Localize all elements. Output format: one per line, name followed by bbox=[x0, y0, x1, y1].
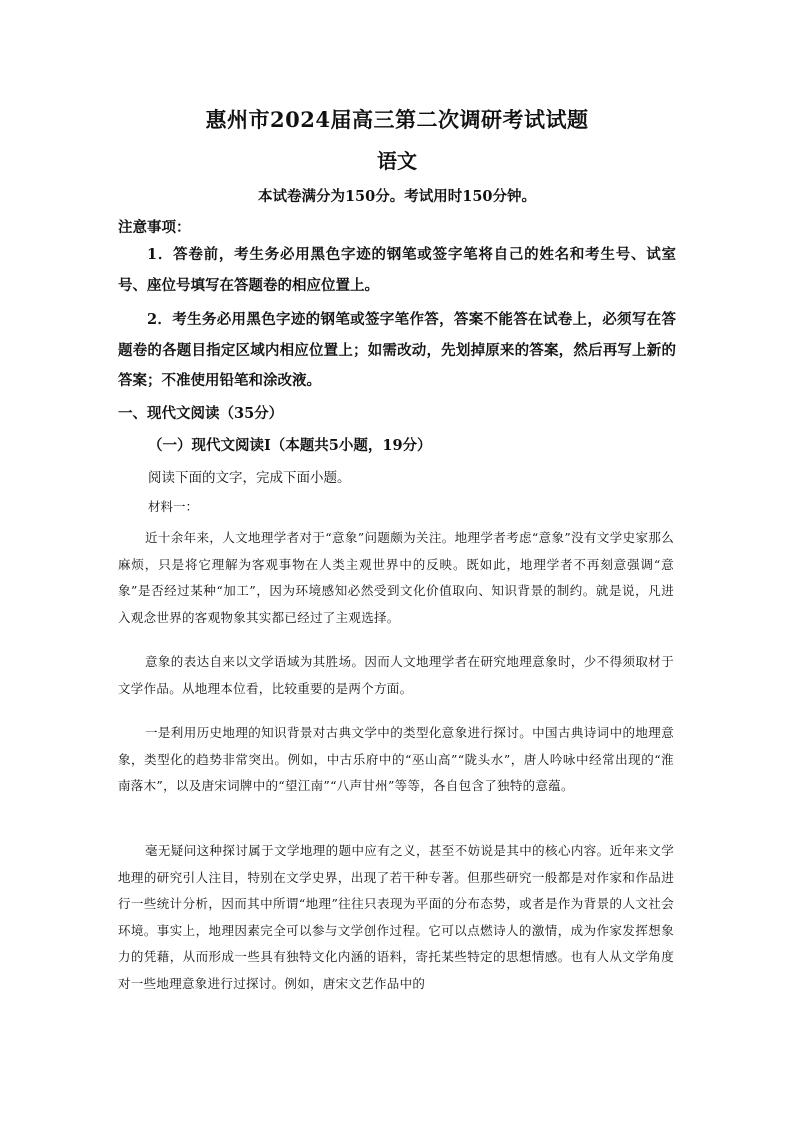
notice-heading: 注意事项： bbox=[118, 219, 191, 236]
score-info: 本试卷满分为150分。考试用时150分钟。 bbox=[257, 188, 537, 205]
paragraph-1: 近十余年来，人文地理学者对于“意象”问题颇为关注。地理学者考虑“意象”没有文学史家那么麻烦，只是将它理解为客观事物在人类主观世界中的反映。既如此，地理学者不再刻意强调“意象”是否经过某种“加工”，因为环境感知必然受到文化价值取向、知识背景的制约。就是说，凡进入观念世界的客观物象其实都已经过了主观选择。 bbox=[118, 530, 674, 625]
section-title: 一、现代文阅读（35分） bbox=[118, 405, 284, 422]
subsection-title: （一）现代文阅读I（本题共5小题，19分） bbox=[148, 437, 432, 454]
paragraph-3: 一是利用历史地理的知识背景对古典文学中的类型化意象进行探讨。中国古典诗词中的地理意象，类型化的趋势非常突出。例如，中古乐府中的“巫山高”“陇头水”，唐人吟咏中经常出现的“淮南落木”，以及唐宋词牌中的“望江南”“八声甘州”等等，各自包含了独特的意蕴。 bbox=[118, 725, 674, 793]
reading-instruction: 阅读下面的文字，完成下面小题。 bbox=[148, 470, 351, 486]
paragraph-4: 毫无疑问这种探讨属于文学地理的题中应有之义，甚至不妨说是其中的核心内容。近年来文学地理的研究引人注目，特别在文学史界，出现了若干种专著。但那些研究一般都是对作家和作品进行一些统计分析，因而其中所谓“地理”往往只表现为平面的分布态势，或者是作为背景的人文社会环境。事实上，地理因素完全可以参与文学创作过程。它可以点燃诗人的激情，成为作家发挥想象力的凭藉，从而形成一些具有独特文化内涵的语料，寄托某些特定的思想情感。也有人从文学角度对一些地理意象进行过探讨。例如，唐宋文艺作品中的 bbox=[118, 843, 674, 991]
notice-item-1: 1．答卷前，考生务必用黑色字迹的钢笔或签字笔将自己的姓名和考生号、试室号、座位号填写在答题卷的相应位置上。 bbox=[118, 246, 676, 294]
subject-title: 语文 bbox=[377, 149, 417, 173]
exam-title: 惠州市2024届高三第二次调研考试试题 bbox=[205, 107, 589, 132]
material-label: 材料一： bbox=[148, 499, 199, 514]
paragraph-2: 意象的表达自来以文学语域为其胜场。因而人文地理学者在研究地理意象时，少不得须取材于文学作品。从地理本位看，比较重要的是两个方面。 bbox=[118, 654, 674, 696]
notice-item-2: 2．考生务必用黑色字迹的钢笔或签字笔作答，答案不能答在试卷上，必须写在答题卷的各题目指定区域内相应位置上；如需改动，先划掉原来的答案，然后再写上新的答案；不准使用铅笔和涂改液。 bbox=[118, 311, 676, 389]
